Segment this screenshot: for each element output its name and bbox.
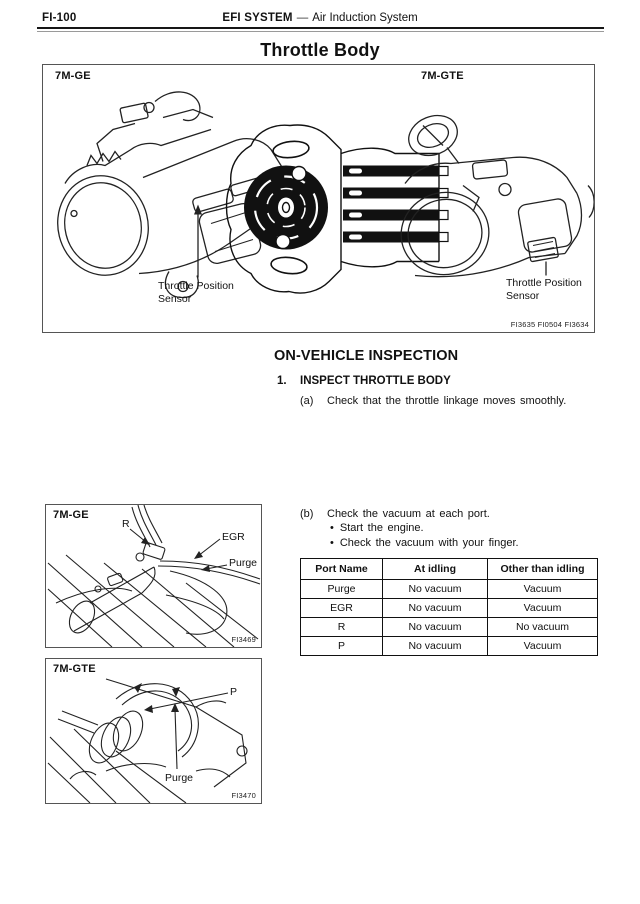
header-port-name: Port Name (301, 559, 383, 580)
cell-at-idling: No vacuum (383, 618, 488, 637)
header-dash: — (296, 12, 309, 24)
throttle-body-figure (42, 64, 595, 333)
vacuum-hose-drawing-7m-ge (46, 505, 261, 647)
cell-at-idling: No vacuum (383, 637, 488, 656)
table-row-purge (301, 580, 598, 599)
cell-at-idling: No vacuum (383, 580, 488, 599)
step-1b-text: Check the vacuum at each port. (327, 508, 490, 520)
step-1b-label: (b) (300, 508, 314, 520)
step-1 (277, 375, 451, 387)
step-1b (300, 508, 490, 520)
cell-other: Vacuum (488, 599, 598, 618)
figure-label-7m-gte: 7M-GTE (421, 70, 464, 82)
bullet-check-vacuum: • Check the vacuum with your finger. (330, 537, 519, 549)
cell-port: R (301, 618, 383, 637)
step-1a-text: Check that the throttle linkage moves smoothly. (327, 395, 567, 407)
header-rule-shadow (37, 31, 604, 32)
vacuum-port-figure-7m-ge (45, 504, 262, 648)
header-other-than-idling: Other than idling (488, 559, 598, 580)
section-heading: ON-VEHICLE INSPECTION (274, 348, 459, 364)
step-1a (300, 395, 566, 407)
header-section-title: Air Induction System (312, 12, 418, 24)
bullet-start-engine: • Start the engine. (330, 522, 424, 534)
header-rule (37, 27, 604, 29)
figure-label-7m-ge: 7M-GE (55, 70, 91, 82)
table-row-r (301, 618, 598, 637)
page-header (0, 12, 640, 24)
callout-throttle-position-sensor-right: Throttle Position Sensor (506, 277, 582, 302)
callout-port-purge-ge: Purge (229, 557, 258, 569)
cell-other: Vacuum (488, 637, 598, 656)
callout-port-egr: EGR (222, 531, 245, 543)
page-title: Throttle Body (260, 40, 380, 60)
figure-label-7m-gte-lower: 7M-GTE (53, 663, 96, 675)
callout-port-r: R (122, 518, 130, 530)
cell-port: P (301, 637, 383, 656)
figure-code-main: FI3635 FI0504 FI3634 (510, 320, 589, 329)
cell-port: EGR (301, 599, 383, 618)
step-1a-label: (a) (300, 395, 314, 407)
figure-code-ge: FI3469 (231, 635, 256, 644)
cell-other: Vacuum (488, 580, 598, 599)
step-1-title: INSPECT THROTTLE BODY (300, 375, 451, 387)
vacuum-table (300, 558, 598, 656)
page-number: FI-100 (42, 12, 77, 24)
table-row-egr (301, 599, 598, 618)
vacuum-table-header-row (301, 559, 598, 580)
figure-code-gte: FI3470 (231, 791, 256, 800)
callout-throttle-position-sensor-left: Throttle Position Sensor (158, 280, 234, 305)
table-row-p (301, 637, 598, 656)
cell-port: Purge (301, 580, 383, 599)
callout-port-purge-gte: Purge (165, 772, 194, 784)
cell-at-idling: No vacuum (383, 599, 488, 618)
callout-port-p: P (230, 686, 238, 698)
vacuum-port-figure-7m-gte (45, 658, 262, 804)
vacuum-table-container (300, 558, 598, 656)
figure-label-7m-ge-lower: 7M-GE (53, 509, 89, 521)
step-1-number: 1. (277, 375, 287, 387)
header-at-idling: At idling (383, 559, 488, 580)
cell-other: No vacuum (488, 618, 598, 637)
header-system-title: EFI SYSTEM (222, 12, 293, 24)
vacuum-hose-drawing-7m-gte (46, 659, 261, 803)
